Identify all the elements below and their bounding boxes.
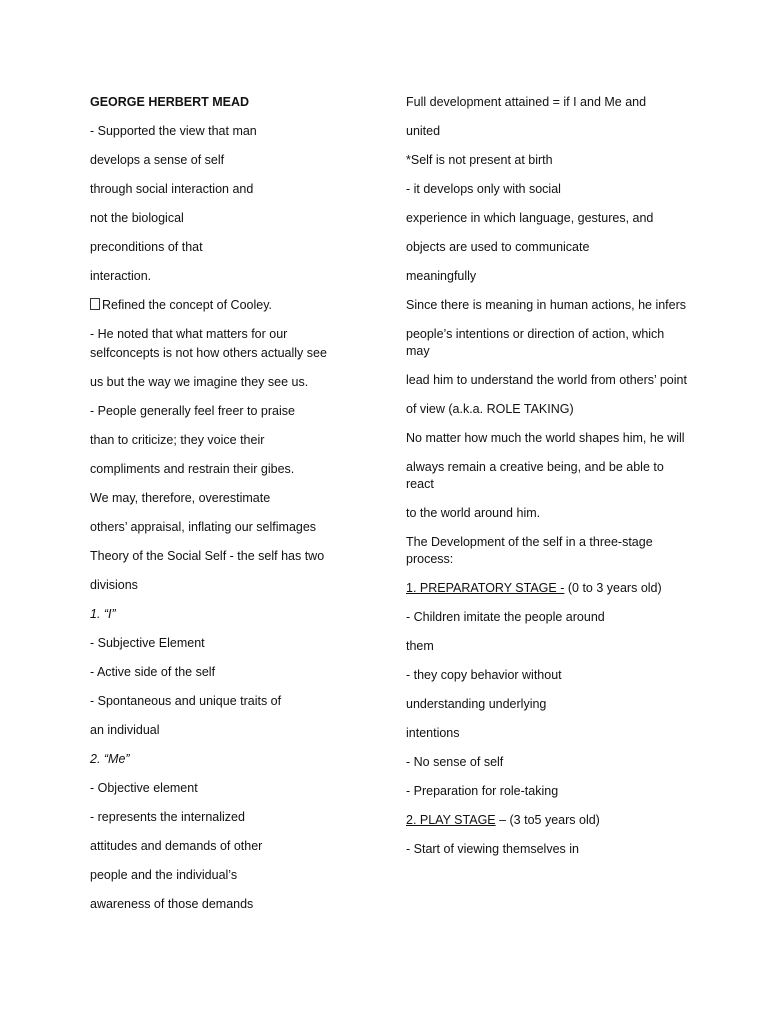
text-line: - He noted that what matters for our [90, 327, 288, 341]
text-line: The Development of the self in a three-stage process: [406, 535, 653, 566]
text-line: united [406, 124, 441, 138]
text-line: through social interaction and [90, 182, 254, 196]
text-line: preconditions of that [90, 240, 203, 254]
text-line: of view (a.k.a. ROLE TAKING) [406, 402, 574, 416]
text-line: objects are used to communicate [406, 240, 590, 254]
text-line: Theory of the Social Self - the self has two [90, 549, 325, 563]
text-line: *Self is not present at birth [406, 153, 553, 167]
text-line: develops a sense of self [90, 153, 225, 167]
left-column [90, 94, 390, 925]
text-line-content: Refined the concept of Cooley. [102, 298, 273, 312]
text-line: - they copy behavior without [406, 668, 562, 682]
text-line: always remain a creative being, and be able to react [406, 460, 664, 491]
text-line: an individual [90, 723, 160, 737]
text-line: not the biological [90, 211, 184, 225]
text-line: - Subjective Element [90, 636, 205, 650]
text-line: attitudes and demands of other [90, 839, 263, 853]
text-line: - it develops only with social [406, 182, 561, 196]
stage-heading-play [406, 812, 688, 829]
text-line: meaningfully [406, 269, 477, 283]
text-line: awareness of those demands [90, 897, 254, 911]
text-line: - Active side of the self [90, 665, 216, 679]
text-line: - Preparation for role-taking [406, 784, 559, 798]
text-line: us but the way we imagine they see us. [90, 375, 309, 389]
text-line: than to criticize; they voice their [90, 433, 265, 447]
text-line: people’s intentions or direction of action, which may [406, 327, 665, 358]
text-line: intentions [406, 726, 460, 740]
text-line: to the world around him. [406, 506, 541, 520]
text-line: experience in which language, gestures, and [406, 211, 654, 225]
stage-age-range: – (3 to5 years old) [495, 813, 600, 827]
text-line: understanding underlying [406, 697, 547, 711]
text-line: - Objective element [90, 781, 198, 795]
text-line: people and the individual’s [90, 868, 238, 882]
text-line: selfconcepts is not how others actually see [90, 346, 327, 360]
text-line [90, 297, 390, 314]
text-line: lead him to understand the world from others’ point [406, 373, 687, 387]
text-line: interaction. [90, 269, 152, 283]
text-line: No matter how much the world shapes him, he will [406, 431, 685, 445]
text-line: compliments and restrain their gibes. [90, 462, 295, 476]
missing-glyph-icon [90, 298, 100, 310]
stage-heading-preparatory [406, 580, 688, 597]
right-column [406, 94, 688, 870]
text-line: - Start of viewing themselves in [406, 842, 579, 856]
text-line: - Children imitate the people around [406, 610, 605, 624]
text-line: - No sense of self [406, 755, 504, 769]
stage-title: 1. PREPARATORY STAGE - [406, 581, 565, 595]
text-line: - People generally feel freer to praise [90, 404, 295, 418]
text-line: We may, therefore, overestimate [90, 491, 271, 505]
text-line: - Supported the view that man [90, 124, 257, 138]
section-heading-me: 2. “Me” [90, 752, 130, 766]
text-line: - Spontaneous and unique traits of [90, 694, 282, 708]
text-line: them [406, 639, 434, 653]
section-heading-i: 1. “I” [90, 607, 116, 621]
stage-title: 2. PLAY STAGE [406, 813, 496, 827]
stage-age-range: (0 to 3 years old) [564, 581, 662, 595]
text-line: divisions [90, 578, 138, 592]
text-line: Full development attained = if I and Me and [406, 95, 647, 109]
text-line: Since there is meaning in human actions, he infers [406, 298, 687, 312]
text-line: - represents the internalized [90, 810, 245, 824]
document-title: GEORGE HERBERT MEAD [90, 95, 250, 109]
text-line: others’ appraisal, inflating our selfimages [90, 520, 317, 534]
